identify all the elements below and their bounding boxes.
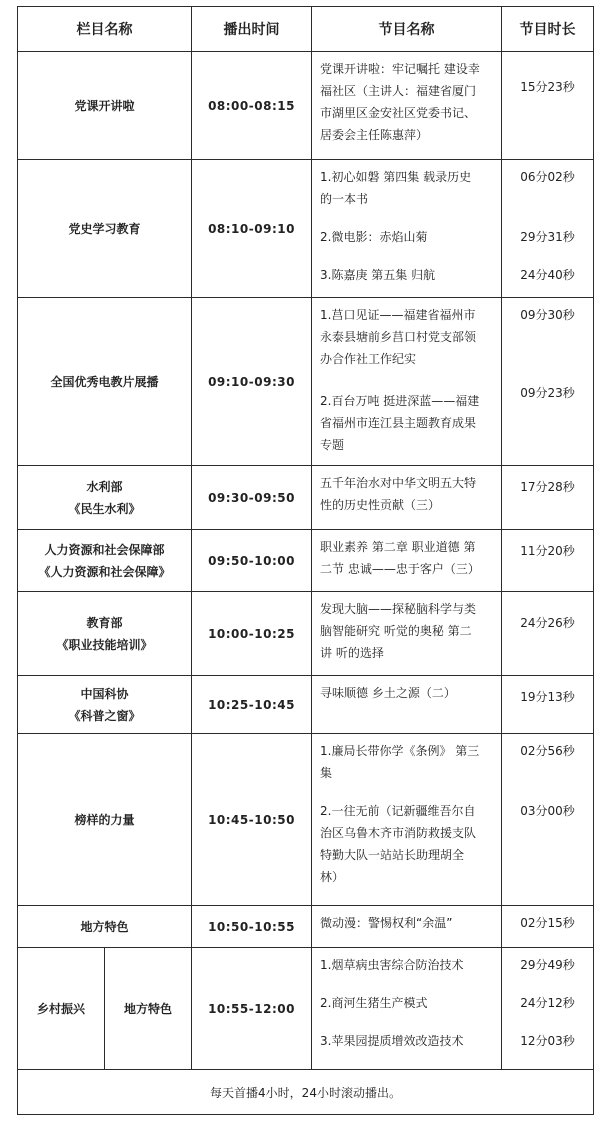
program-cell [312,466,502,530]
program-item [320,954,497,976]
schedule-row [18,676,594,734]
column-name-cell [18,298,192,466]
duration-value: 11分20秒 [520,544,575,558]
program-text-line: 2.微电影：赤焰山菊 [320,230,428,244]
air-time: 10:00-10:25 [192,592,312,676]
program-cell [312,592,502,676]
footer-row [18,1070,594,1115]
program-text-line: 1.烟草病虫害综合防治技术 [320,958,464,972]
column-name-cell [18,530,192,592]
program-text-line: 1.莒口见证——福建省福州市 [320,308,476,322]
duration-value: 24分26秒 [520,616,575,630]
column-name-line: 人力资源和社会保障部 [44,542,165,557]
program-text-line: 福社区（主讲人：福建省厦门 [320,84,477,98]
duration-cell [502,466,594,530]
program-item [320,1030,497,1052]
schedule-row-rural [18,948,594,1070]
air-time: 08:00-08:15 [192,52,312,160]
duration-cell [502,906,594,948]
air-time: 10:45-10:50 [192,734,312,906]
header-row [18,7,594,52]
duration-cell [502,530,594,592]
column-name-cell [18,676,192,734]
column-name-cell [18,906,192,948]
program-text-line: 职业素养 第二章 职业道德 第 [320,540,476,554]
duration-cell [502,592,594,676]
program-text-line: 林） [320,870,345,884]
air-time: 09:50-10:00 [192,530,312,592]
column-name-cell [18,160,192,298]
program-text-line: 3.陈嘉庚 第五集 归航 [320,268,436,282]
program-cell [312,530,502,592]
program-text-line: 脑智能研究 听觉的奥秘 第二 [320,624,472,638]
column-name-cell [18,592,192,676]
duration-value: 09分30秒 [520,308,575,322]
program-item [320,304,497,370]
program-text-line: 专题 [320,438,345,452]
program-text-line: 寻味顺德 乡土之源（二） [320,686,456,700]
program-text-line: 二节 忠诚——忠于客户（三） [320,562,480,576]
schedule-row [18,466,594,530]
duration-cell [502,734,594,906]
column-name-line: 《职业技能培训》 [56,637,153,652]
program-cell [312,52,502,160]
program-text-line: 省福州市连江县主题教育成果 [320,416,477,430]
program-text-line: 市湖里区金安社区党委书记、 [320,106,477,120]
schedule-row [18,160,594,298]
header-air-time: 播出时间 [192,7,312,52]
footer-note: 每天首播4小时，24小时滚动播出。 [18,1070,594,1115]
program-item [320,166,497,210]
duration-value: 09分23秒 [520,386,575,400]
duration-value: 29分49秒 [520,958,575,972]
program-item [320,992,497,1014]
program-item [320,472,497,516]
schedule-row [18,298,594,466]
program-text-line: 的一本书 [320,192,369,206]
program-item [320,226,497,248]
duration-cell [502,52,594,160]
program-text-line: 发现大脑——探秘脑科学与类 [320,602,477,616]
program-text-line: 微动漫：警惕权利“余温” [320,916,453,930]
program-item [320,800,497,888]
duration-cell [502,298,594,466]
column-name-line: 教育部 [86,615,123,630]
program-cell [312,906,502,948]
duration-value: 12分03秒 [520,1034,575,1048]
duration-value: 29分31秒 [520,230,575,244]
schedule-row [18,530,594,592]
program-text-line: 党课开讲啦：牢记嘱托 建设幸 [320,62,480,76]
program-cell [312,676,502,734]
air-time: 10:25-10:45 [192,676,312,734]
column-group-name: 乡村振兴 [18,948,105,1070]
program-text-line: 居委会主任陈惠萍） [320,128,429,142]
program-item [320,682,497,704]
air-time: 09:10-09:30 [192,298,312,466]
program-cell [312,948,502,1070]
air-time: 10:50-10:55 [192,906,312,948]
schedule-row [18,906,594,948]
column-name-cell [18,52,192,160]
program-text-line: 3.苹果园提质增效改造技术 [320,1034,464,1048]
column-name-line: 《民生水利》 [68,501,141,516]
column-name-line: 水利部 [86,479,123,494]
program-item [320,58,497,146]
program-item [320,740,497,784]
program-text-line: 永泰县塘前乡莒口村党支部领 [320,330,477,344]
program-text-line: 办合作社工作纪实 [320,352,417,366]
schedule-row [18,734,594,906]
column-name-line: 《人力资源和社会保障》 [38,564,171,579]
column-name-line: 《科普之窗》 [68,708,141,723]
program-item [320,264,497,286]
program-cell [312,160,502,298]
program-text-line: 讲 听的选择 [320,646,384,660]
duration-cell [502,948,594,1070]
header-program-name: 节目名称 [312,7,502,52]
column-name-cell [18,466,192,530]
column-name-line: 榜样的力量 [74,812,135,827]
duration-value: 24分12秒 [520,996,575,1010]
column-name-line: 地方特色 [80,919,129,934]
program-text-line: 性的历史性贡献（三） [320,498,441,512]
column-sub-name: 地方特色 [105,948,192,1070]
header-column-name: 栏目名称 [18,7,192,52]
column-name-cell [18,734,192,906]
program-text-line: 集 [320,766,333,780]
duration-value: 15分23秒 [520,80,575,94]
air-time: 08:10-09:10 [192,160,312,298]
header-duration: 节目时长 [502,7,594,52]
schedule-table [17,6,594,1115]
program-text-line: 治区乌鲁木齐市消防救援支队 [320,826,477,840]
program-text-line: 2.一往无前（记新疆维吾尔自 [320,804,476,818]
program-item [320,536,497,580]
duration-value: 19分13秒 [520,690,575,704]
duration-value: 03分00秒 [520,804,575,818]
program-text-line: 1.初心如磐 第四集 载录历史 [320,170,472,184]
duration-value: 17分28秒 [520,480,575,494]
duration-cell [502,676,594,734]
program-item [320,390,497,456]
program-text-line: 2.百台万吨 挺进深蓝——福建 [320,394,480,408]
duration-value: 02分15秒 [520,916,575,930]
program-text-line: 1.廉局长带你学《条例》 第三 [320,744,480,758]
program-cell [312,298,502,466]
schedule-row [18,592,594,676]
program-text-line: 2.商河生猪生产模式 [320,996,428,1010]
schedule-row [18,52,594,160]
duration-value: 24分40秒 [520,268,575,282]
duration-value: 06分02秒 [520,170,575,184]
column-name-line: 中国科协 [80,686,129,701]
air-time: 10:55-12:00 [192,948,312,1070]
program-text-line: 特勤大队一站站长助理胡全 [320,848,465,862]
air-time: 09:30-09:50 [192,466,312,530]
program-item [320,912,497,934]
column-name-line: 全国优秀电教片展播 [50,374,159,389]
program-cell [312,734,502,906]
program-text-line: 五千年治水对中华文明五大特 [320,476,477,490]
column-name-line: 党课开讲啦 [74,98,135,113]
column-name-line: 党史学习教育 [68,221,141,236]
duration-cell [502,160,594,298]
program-item [320,598,497,664]
duration-value: 02分56秒 [520,744,575,758]
